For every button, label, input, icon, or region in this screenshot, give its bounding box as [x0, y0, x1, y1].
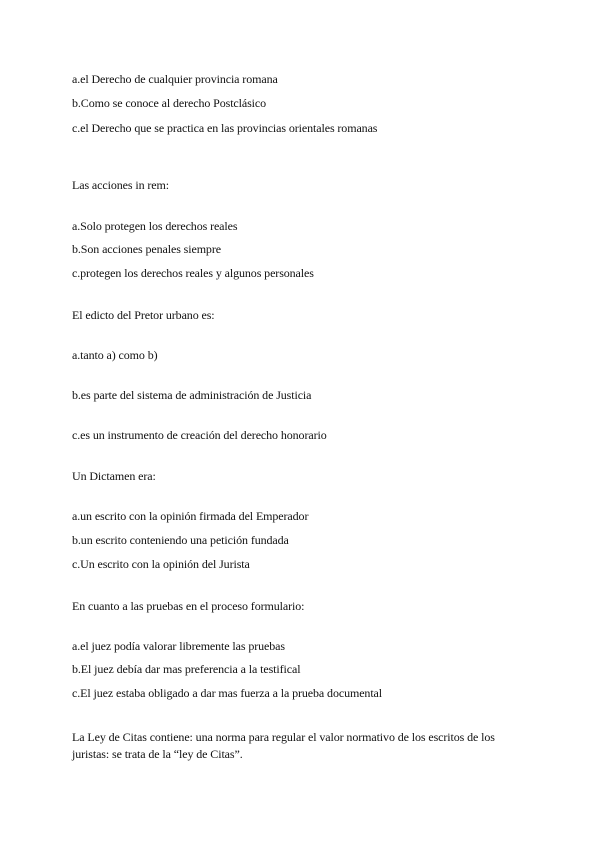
q4-option-b: b.El juez debía dar mas preferencia a la testifical	[72, 662, 301, 676]
q4-option-a: a.el juez podía valorar libremente las pruebas	[72, 639, 285, 653]
q2-option-c: c.es un instrumento de creación del derecho honorario	[72, 428, 327, 442]
q0-option-c: c.el Derecho que se practica en las provincias orientales romanas	[72, 121, 378, 135]
q3-option-b: b.un escrito conteniendo una petición fundada	[72, 533, 289, 547]
q1-option-b: b.Son acciones penales siempre	[72, 242, 221, 256]
q1-option-a: a.Solo protegen los derechos reales	[72, 219, 238, 233]
q0-option-b: b.Como se conoce al derecho Postclásico	[72, 96, 267, 110]
q2-option-b: b.es parte del sistema de administración de Justicia	[72, 388, 312, 402]
closing-paragraph: La Ley de Citas contiene: una norma para regular el valor normativo de los escritos de los juristas: se trata de la “ley de Citas”.	[72, 730, 495, 761]
q3-question: Un Dictamen era:	[72, 469, 156, 483]
q1-question: Las acciones in rem:	[72, 178, 169, 192]
q1-option-c: c.protegen los derechos reales y algunos personales	[72, 266, 314, 280]
q3-option-c: c.Un escrito con la opinión del Jurista	[72, 557, 250, 571]
q2-question: El edicto del Pretor urbano es:	[72, 308, 215, 322]
q4-option-c: c.El juez estaba obligado a dar mas fuerza a la prueba documental	[72, 686, 383, 700]
q4-question: En cuanto a las pruebas en el proceso formulario:	[72, 599, 305, 613]
q2-option-a: a.tanto a) como b)	[72, 348, 158, 362]
q0-option-a: a.el Derecho de cualquier provincia romana	[72, 72, 278, 86]
q3-option-a: a.un escrito con la opinión firmada del Emperador	[72, 509, 309, 523]
